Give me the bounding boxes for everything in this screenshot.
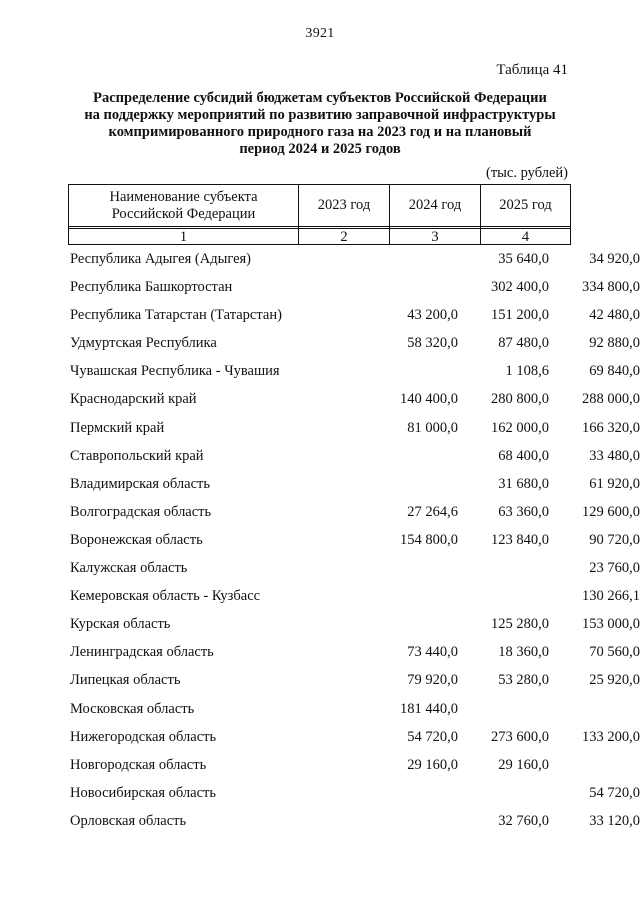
- value-2024: 125 280,0: [491, 616, 549, 633]
- page-number: 3921: [305, 26, 335, 41]
- value-2023: 54 720,0: [407, 728, 458, 745]
- region-name: Ленинградская область: [70, 644, 214, 661]
- column-number: 4: [481, 229, 571, 245]
- value-2024: 151 200,0: [491, 307, 549, 324]
- region-name: Новосибирская область: [70, 784, 216, 801]
- table-row: [70, 414, 640, 442]
- table-row: [70, 273, 640, 301]
- table-row: [70, 498, 640, 526]
- table-title: [55, 90, 585, 158]
- value-2025: 166 320,0: [582, 419, 640, 436]
- region-name: Курская область: [70, 616, 171, 633]
- value-2023: 27 264,6: [407, 503, 458, 520]
- table-row: [70, 329, 640, 357]
- value-2024: 1 108,6: [505, 363, 549, 380]
- value-2023: 140 400,0: [400, 391, 458, 408]
- region-name: Калужская область: [70, 560, 188, 577]
- value-2025: 33 120,0: [589, 812, 640, 829]
- region-name: Волгоградская область: [70, 503, 212, 520]
- region-name: Липецкая область: [70, 672, 181, 689]
- value-2024: 87 480,0: [498, 335, 549, 352]
- value-2025: 92 880,0: [589, 335, 640, 352]
- table-body: [70, 245, 640, 835]
- value-2025: 33 480,0: [589, 447, 640, 464]
- table-row: [70, 554, 640, 582]
- value-2023: 81 000,0: [407, 419, 458, 436]
- value-2023: 79 920,0: [407, 672, 458, 689]
- header-2025: 2025 год: [481, 185, 571, 227]
- table-row: [70, 385, 640, 413]
- region-name: Краснодарский край: [70, 391, 197, 408]
- value-2023: 58 320,0: [407, 335, 458, 352]
- value-2024: 302 400,0: [491, 279, 549, 296]
- table-row: [70, 470, 640, 498]
- value-2025: 70 560,0: [589, 644, 640, 661]
- column-number: 1: [69, 229, 299, 245]
- value-2024: 53 280,0: [498, 672, 549, 689]
- value-2025: 23 760,0: [589, 560, 640, 577]
- value-2024: 35 640,0: [498, 251, 549, 267]
- value-2025: 42 480,0: [589, 307, 640, 324]
- region-name: Воронежская область: [70, 531, 203, 548]
- table-row: [70, 582, 640, 610]
- value-2024: 29 160,0: [498, 756, 549, 773]
- title-line: компримированного природного газа на 2023 год и на плановый: [108, 124, 532, 140]
- value-2023: 43 200,0: [407, 307, 458, 324]
- value-2025: 54 720,0: [589, 784, 640, 801]
- table-label: Таблица 41: [496, 62, 568, 78]
- value-2024: 280 800,0: [491, 391, 549, 408]
- table-row: [70, 666, 640, 694]
- table-header: [68, 184, 571, 245]
- value-2024: 273 600,0: [491, 728, 549, 745]
- region-name: Чувашская Республика - Чувашия: [70, 363, 280, 380]
- value-2025: 34 920,0: [589, 251, 640, 267]
- region-name: Республика Татарстан (Татарстан): [70, 307, 282, 324]
- value-2025: 90 720,0: [589, 531, 640, 548]
- value-2023: 181 440,0: [400, 700, 458, 717]
- value-2025: 130 266,1: [582, 588, 640, 605]
- value-2025: 61 920,0: [589, 475, 640, 492]
- table-row: [70, 723, 640, 751]
- table-row: [70, 779, 640, 807]
- title-line: Распределение субсидий бюджетам субъектов Российской Федерации: [93, 90, 547, 106]
- region-name: Нижегородская область: [70, 728, 217, 745]
- region-name: Республика Адыгея (Адыгея): [70, 251, 252, 267]
- table-row: [70, 695, 570, 723]
- value-2024: 31 680,0: [498, 475, 549, 492]
- value-2025: 288 000,0: [582, 391, 640, 408]
- value-2025: 69 840,0: [589, 363, 640, 380]
- value-2025: 133 200,0: [582, 728, 640, 745]
- value-2025: 25 920,0: [589, 672, 640, 689]
- table-row: [70, 357, 640, 385]
- value-2025: 129 600,0: [582, 503, 640, 520]
- column-number: 3: [390, 229, 481, 245]
- table-row: [70, 751, 570, 779]
- region-name: Орловская область: [70, 812, 187, 829]
- value-2023: 29 160,0: [407, 756, 458, 773]
- column-number: 2: [299, 229, 390, 245]
- units-label: (тыс. рублей): [486, 165, 568, 181]
- table-row: [70, 526, 640, 554]
- value-2024: 68 400,0: [498, 447, 549, 464]
- value-2023: 154 800,0: [400, 531, 458, 548]
- table-row: [70, 807, 640, 835]
- region-name: Новгородская область: [70, 756, 207, 773]
- region-name: Кемеровская область - Кузбасс: [70, 588, 261, 605]
- region-name: Удмуртская Республика: [70, 335, 217, 352]
- title-line: на поддержку мероприятий по развитию заправочной инфраструктуры: [84, 107, 556, 123]
- value-2023: 73 440,0: [407, 644, 458, 661]
- region-name: Московская область: [70, 700, 195, 717]
- region-name: Пермский край: [70, 419, 165, 436]
- header-subject: Наименование субъекта Российской Федерации: [69, 185, 299, 227]
- table-row: [70, 638, 640, 666]
- table-row: [70, 301, 640, 329]
- table-row: [70, 245, 640, 273]
- title-line: период 2024 и 2025 годов: [239, 141, 401, 157]
- value-2025: 334 800,0: [582, 279, 640, 296]
- value-2024: 63 360,0: [498, 503, 549, 520]
- region-name: Республика Башкортостан: [70, 279, 233, 296]
- value-2024: 162 000,0: [491, 419, 549, 436]
- value-2024: 32 760,0: [498, 812, 549, 829]
- region-name: Владимирская область: [70, 475, 210, 492]
- region-name: Ставропольский край: [70, 447, 204, 464]
- table-row: [70, 610, 640, 638]
- header-2024: 2024 год: [390, 185, 481, 227]
- value-2025: 153 000,0: [582, 616, 640, 633]
- value-2024: 18 360,0: [498, 644, 549, 661]
- value-2024: 123 840,0: [491, 531, 549, 548]
- table-row: [70, 442, 640, 470]
- header-2023: 2023 год: [299, 185, 390, 227]
